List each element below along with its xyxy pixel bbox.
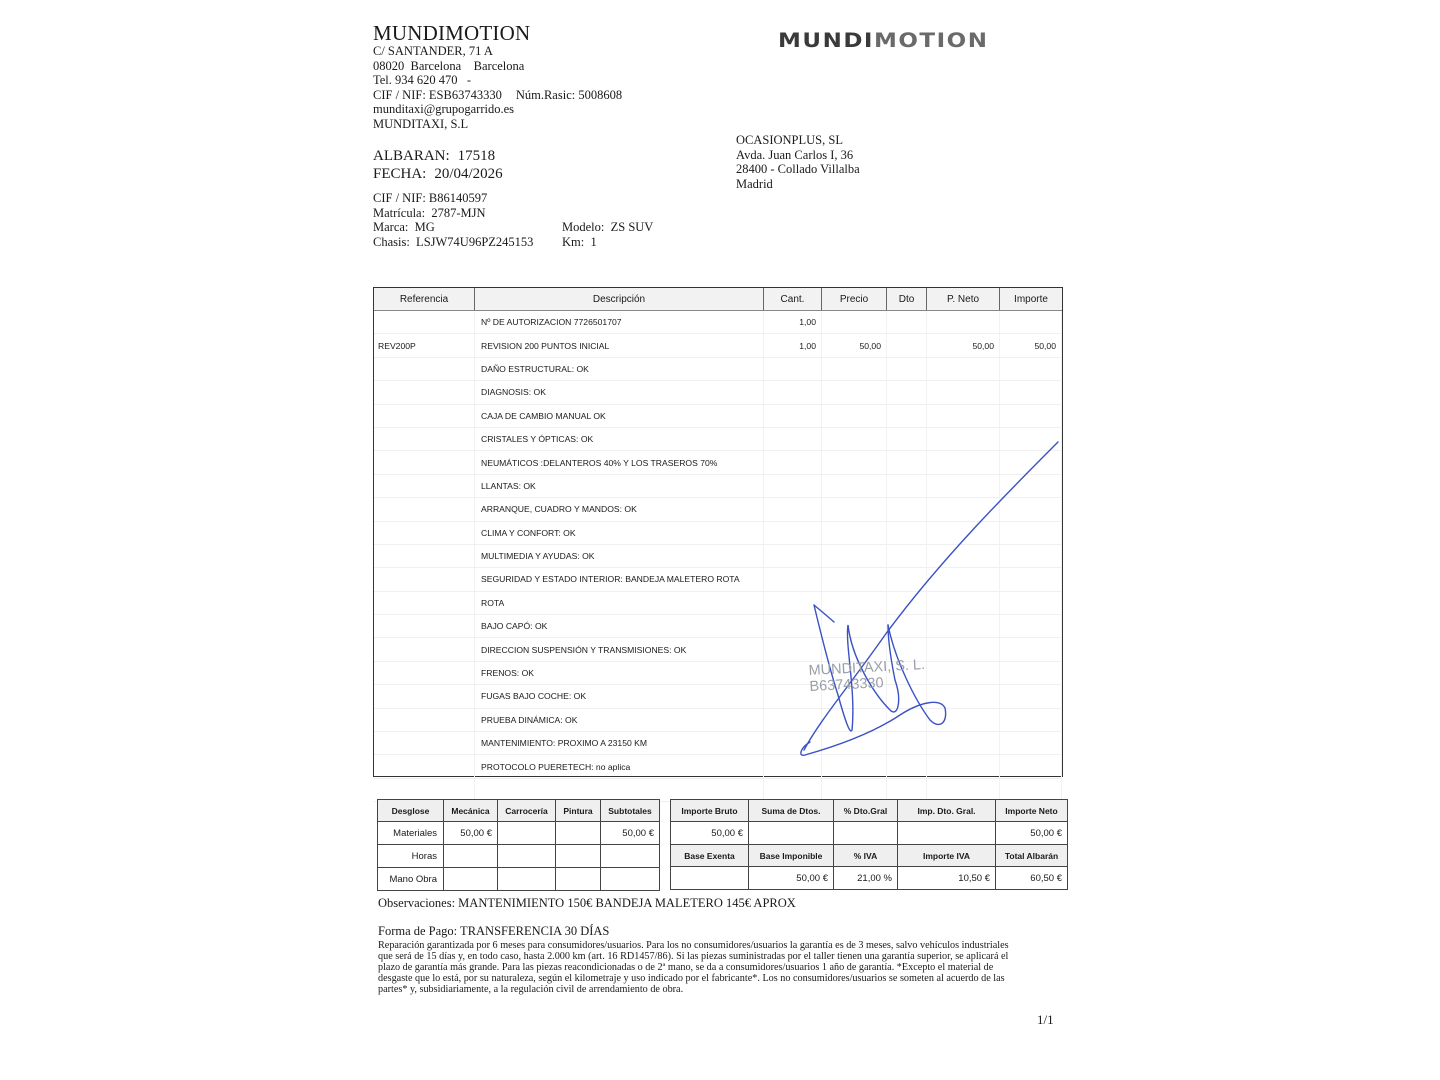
totals-value-row (671, 867, 1068, 890)
description-cell: SEGURIDAD Y ESTADO INTERIOR: BANDEJA MALETERO ROTA (475, 568, 764, 590)
issuer-city: 08020 Barcelona Barcelona (373, 58, 525, 73)
totals-header: Imp. Dto. Gral. (898, 800, 996, 822)
totals-header: Importe Bruto (671, 800, 749, 822)
discount-cell (887, 732, 927, 754)
price-cell (822, 475, 887, 497)
discount-cell (887, 592, 927, 614)
recipient-name: OCASIONPLUS, SL (736, 133, 843, 147)
price-cell (822, 428, 887, 450)
net-price-cell (927, 638, 1000, 660)
amount-cell (1000, 662, 1062, 684)
breakdown-cell (556, 868, 601, 891)
description-cell: DIAGNOSIS: OK (475, 381, 764, 403)
discount-cell (887, 615, 927, 637)
amount-cell: 50,00 (1000, 334, 1062, 356)
document-info (373, 147, 503, 183)
table-row (374, 358, 1062, 381)
header-descripcion: Descripción (475, 288, 764, 310)
amount-cell (1000, 732, 1062, 754)
breakdown-cell (601, 868, 660, 891)
observations: Observaciones: MANTENIMIENTO 150€ BANDEJA MALETERO 145€ APROX (378, 896, 796, 910)
issuer-ids (373, 88, 622, 103)
quantity-cell (764, 755, 822, 777)
totals-header: % Dto.Gral (834, 800, 898, 822)
discount-cell (887, 545, 927, 567)
breakdown-cell (498, 845, 556, 868)
table-row (374, 311, 1062, 334)
breakdown-header: Carrocería (498, 800, 556, 822)
quantity-cell (764, 779, 822, 801)
discount-cell (887, 755, 927, 777)
totals-header: Total Albarán (996, 845, 1068, 867)
dto-gral-value (834, 822, 898, 845)
description-cell: DIRECCION SUSPENSIÓN Y TRANSMISIONES: OK (475, 638, 764, 660)
logo-bold-part: MUNDI (778, 30, 874, 53)
price-cell (822, 592, 887, 614)
price-cell (822, 522, 887, 544)
table-row (374, 451, 1062, 474)
net-price-cell (927, 428, 1000, 450)
line-items-table (373, 287, 1063, 777)
issuer-phone: Tel. 934 620 470 - (373, 73, 472, 87)
description-cell: MULTIMEDIA Y AYUDAS: OK (475, 545, 764, 567)
breakdown-cell (498, 822, 556, 845)
base-imponible-value: 50,00 € (749, 867, 834, 890)
amount-cell (1000, 755, 1062, 777)
price-cell (822, 405, 887, 427)
totals-header: Base Imponible (749, 845, 834, 867)
table-header (374, 288, 1062, 311)
breakdown-row (378, 845, 660, 868)
table-row (374, 709, 1062, 732)
amount-cell (1000, 522, 1062, 544)
discount-cell (887, 311, 927, 333)
header-precio: Precio (822, 288, 887, 310)
breakdown-cell (556, 822, 601, 845)
price-cell (822, 709, 887, 731)
discount-cell (887, 451, 927, 473)
ref-cell (374, 311, 475, 333)
breakdown-cell (444, 845, 498, 868)
ref-cell (374, 451, 475, 473)
quantity-cell: 1,00 (764, 334, 822, 356)
vehicle-block (373, 191, 693, 249)
ref-cell (374, 358, 475, 380)
document-date (373, 165, 503, 183)
net-price-cell (927, 475, 1000, 497)
table-row (374, 732, 1062, 755)
net-price-cell (927, 592, 1000, 614)
table-row (374, 545, 1062, 568)
table-row (374, 405, 1062, 428)
vehicle-cif: CIF / NIF: B86140597 (373, 191, 488, 205)
discount-cell (887, 405, 927, 427)
table-row (374, 592, 1062, 615)
breakdown-cell: Mano Obra (378, 868, 444, 891)
quantity-cell (764, 615, 822, 637)
quantity-cell (764, 475, 822, 497)
table-row (374, 568, 1062, 591)
issuer-name: MUNDIMOTION (373, 21, 531, 45)
recipient-city: 28400 - Collado Villalba (736, 162, 860, 176)
description-cell: FRENOS: OK (475, 662, 764, 684)
breakdown-header: Desglose (378, 800, 444, 822)
amount-cell (1000, 405, 1062, 427)
quantity-cell (764, 732, 822, 754)
table-row (374, 428, 1062, 451)
table-row (374, 685, 1062, 708)
description-cell: PROTOCOLO PUERETECH: no aplica (475, 755, 764, 777)
description-cell: CLIMA Y CONFORT: OK (475, 522, 764, 544)
price-cell (822, 311, 887, 333)
ref-cell (374, 381, 475, 403)
net-price-cell (927, 451, 1000, 473)
fecha-label: FECHA: (373, 166, 427, 182)
quantity-cell (764, 428, 822, 450)
price-cell (822, 451, 887, 473)
ref-cell (374, 662, 475, 684)
company-stamp (808, 657, 926, 695)
header-cantidad: Cant. (764, 288, 822, 310)
price-cell (822, 545, 887, 567)
stamp-company: MUNDITAXI, S. L. (808, 656, 926, 680)
vehicle-chassis: Chasis: LSJW74U96PZ245153 (373, 234, 534, 249)
discount-cell (887, 428, 927, 450)
price-cell: 50,00 (822, 334, 887, 356)
net-price-cell (927, 732, 1000, 754)
totals-header: Importe Neto (996, 800, 1068, 822)
net-price-cell: 50,00 (927, 334, 1000, 356)
price-cell (822, 779, 887, 801)
header-descuento: Dto (887, 288, 927, 310)
importe-iva-value: 10,50 € (898, 867, 996, 890)
warranty-terms: Reparación garantizada por 6 meses para consumidores/usuarios. Para los no consumidores/usuarios la garantía es de 3 meses, salvo vehículos industriales que será de 15 días y, en todo caso, hasta 2.000 km (art. 16 RD1457/86). Si las piezas suministradas por el taller tienen una garantía superior, se aplicará el plazo de garantía más grande. Para las piezas reacondicionadas o de 2ª mano, se da a consumidores/usuarios 1 año de garantía. *Excepto el material de desgaste que lo está, por su naturaleza, según el kilometraje y uso indicado por el fabricante*. Los no consumidores/usuarios se someten al acuerdo de las partes* y, subsidiariamente, a la regulación civil de arrendamiento de obra. (378, 940, 1009, 995)
description-cell: MANTENIMIENTO: PROXIMO A 23150 KM (475, 732, 764, 754)
totals-header-row (671, 845, 1068, 867)
table-row (374, 475, 1062, 498)
description-cell: Nº DE AUTORIZACION 7726501707 (475, 311, 764, 333)
albaran-label: ALBARAN: (373, 148, 450, 164)
totals-header-row (671, 800, 1068, 822)
discount-cell (887, 358, 927, 380)
ref-cell (374, 568, 475, 590)
ref-cell: REV200P (374, 334, 475, 356)
quantity-cell (764, 638, 822, 660)
table-row (374, 522, 1062, 545)
amount-cell (1000, 381, 1062, 403)
net-price-cell (927, 545, 1000, 567)
description-cell: FUGAS BAJO COCHE: OK (475, 685, 764, 707)
company-logo (778, 30, 988, 52)
totals-header: % IVA (834, 845, 898, 867)
quantity-cell (764, 522, 822, 544)
description-cell: ROTA (475, 592, 764, 614)
ref-cell (374, 475, 475, 497)
page-number: 1/1 (1037, 1012, 1054, 1027)
total-albaran-value: 60,50 € (996, 867, 1068, 890)
base-exenta-value (671, 867, 749, 890)
issuer-email: munditaxi@grupogarrido.es (373, 102, 514, 116)
discount-cell (887, 522, 927, 544)
price-cell (822, 615, 887, 637)
issuer-legal-name: MUNDITAXI, S.L (373, 116, 469, 131)
vehicle-brand: Marca: MG (373, 220, 435, 234)
issuer-address: C/ SANTANDER, 71 A (373, 44, 493, 58)
description-cell: REVISION 200 PUNTOS INICIAL (475, 334, 764, 356)
net-price-cell (927, 685, 1000, 707)
amount-cell (1000, 685, 1062, 707)
recipient-province: Madrid (736, 176, 773, 191)
ref-cell (374, 592, 475, 614)
issuer-cif: CIF / NIF: ESB63743330 (373, 87, 502, 102)
discount-cell (887, 334, 927, 356)
discount-cell (887, 709, 927, 731)
net-price-cell (927, 522, 1000, 544)
quantity-cell (764, 498, 822, 520)
amount-cell (1000, 545, 1062, 567)
totals-value-row (671, 822, 1068, 845)
table-body (374, 311, 1062, 776)
description-cell: ARRANQUE, CUADRO Y MANDOS: OK (475, 498, 764, 520)
net-price-cell (927, 381, 1000, 403)
breakdown-cell: Materiales (378, 822, 444, 845)
net-price-cell (927, 358, 1000, 380)
table-row (374, 638, 1062, 661)
fecha-value: 20/04/2026 (434, 166, 503, 182)
price-cell (822, 732, 887, 754)
quantity-cell: 1,00 (764, 311, 822, 333)
table-row (374, 498, 1062, 521)
price-cell (822, 358, 887, 380)
albaran-number (373, 147, 503, 165)
ref-cell (374, 428, 475, 450)
price-cell (822, 755, 887, 777)
discount-cell (887, 779, 927, 801)
totals-header: Base Exenta (671, 845, 749, 867)
totals-header: Importe IVA (898, 845, 996, 867)
ref-cell (374, 709, 475, 731)
net-price-cell (927, 615, 1000, 637)
header-referencia: Referencia (374, 288, 475, 310)
net-price-cell (927, 662, 1000, 684)
table-row (374, 334, 1062, 357)
breakdown-row (378, 822, 660, 845)
net-price-cell (927, 568, 1000, 590)
price-cell (822, 381, 887, 403)
discount-cell (887, 568, 927, 590)
quantity-cell (764, 358, 822, 380)
description-cell: BAJO CAPÓ: OK (475, 615, 764, 637)
issuer-rasic: Núm.Rasic: 5008608 (515, 87, 623, 102)
ref-cell (374, 685, 475, 707)
breakdown-table (377, 799, 660, 891)
recipient-block (736, 133, 860, 191)
ref-cell (374, 545, 475, 567)
quantity-cell (764, 545, 822, 567)
breakdown-cell (444, 868, 498, 891)
table-row (374, 381, 1062, 404)
description-cell: CAJA DE CAMBIO MANUAL OK (475, 405, 764, 427)
amount-cell (1000, 568, 1062, 590)
header-importe: Importe (1014, 293, 1048, 305)
vehicle-plate: Matrícula: 2787-MJN (373, 205, 486, 220)
discount-cell (887, 475, 927, 497)
ref-cell (374, 615, 475, 637)
breakdown-cell (556, 845, 601, 868)
importe-bruto-value: 50,00 € (671, 822, 749, 845)
table-row (374, 615, 1062, 638)
net-price-cell (927, 755, 1000, 777)
quantity-cell (764, 592, 822, 614)
breakdown-header: Pintura (556, 800, 601, 822)
table-row (374, 662, 1062, 685)
breakdown-cell (601, 845, 660, 868)
price-cell (822, 568, 887, 590)
ref-cell (374, 405, 475, 427)
amount-cell (1000, 779, 1062, 801)
breakdown-row (378, 868, 660, 891)
quantity-cell (764, 709, 822, 731)
breakdown-header: Subtotales (601, 800, 660, 822)
quantity-cell (764, 451, 822, 473)
suma-dtos-value (749, 822, 834, 845)
amount-cell (1000, 498, 1062, 520)
description-cell: CRISTALES Y ÓPTICAS: OK (475, 428, 764, 450)
albaran-value: 17518 (457, 148, 496, 164)
description-cell: NEUMÁTICOS :DELANTEROS 40% Y LOS TRASEROS 70% (475, 451, 764, 473)
issuer-block (373, 22, 622, 131)
vehicle-km: Km: 1 (562, 234, 597, 249)
payment-method: Forma de Pago: TRANSFERENCIA 30 DÍAS (378, 924, 610, 938)
net-price-cell (927, 311, 1000, 333)
amount-cell (1000, 592, 1062, 614)
breakdown-header-row (378, 800, 660, 822)
amount-cell (1000, 428, 1062, 450)
breakdown-cell: 50,00 € (444, 822, 498, 845)
net-price-cell (927, 709, 1000, 731)
breakdown-cell: Horas (378, 845, 444, 868)
price-cell (822, 498, 887, 520)
discount-cell (887, 498, 927, 520)
description-cell (475, 779, 764, 801)
ref-cell (374, 522, 475, 544)
breakdown-header: Mecánica (444, 800, 498, 822)
net-price-cell (927, 779, 1000, 801)
amount-cell (1000, 709, 1062, 731)
ref-cell (374, 732, 475, 754)
logo-light-part: MOTION (873, 30, 989, 53)
amount-cell (1000, 311, 1062, 333)
ref-cell (374, 638, 475, 660)
recipient-address: Avda. Juan Carlos I, 36 (736, 147, 854, 162)
description-cell: PRUEBA DINÁMICA: OK (475, 709, 764, 731)
importe-neto-value: 50,00 € (996, 822, 1068, 845)
amount-cell (1000, 615, 1062, 637)
iva-percent-value: 21,00 % (834, 867, 898, 890)
totals-header: Suma de Dtos. (749, 800, 834, 822)
amount-cell (1000, 475, 1062, 497)
ref-cell (374, 779, 475, 801)
quantity-cell (764, 381, 822, 403)
header-precio-neto: P. Neto (927, 288, 1000, 310)
vehicle-model: Modelo: ZS SUV (562, 220, 654, 234)
description-cell: LLANTAS: OK (475, 475, 764, 497)
quantity-cell (764, 568, 822, 590)
net-price-cell (927, 405, 1000, 427)
ref-cell (374, 498, 475, 520)
price-cell (822, 638, 887, 660)
totals-table (670, 799, 1068, 890)
quantity-cell (764, 405, 822, 427)
breakdown-cell (498, 868, 556, 891)
table-row (374, 755, 1062, 778)
amount-cell (1000, 358, 1062, 380)
ref-cell (374, 755, 475, 777)
description-cell: DAÑO ESTRUCTURAL: OK (475, 358, 764, 380)
breakdown-cell: 50,00 € (601, 822, 660, 845)
discount-cell (887, 381, 927, 403)
net-price-cell (927, 498, 1000, 520)
stamp-cif: B63743330 (809, 675, 885, 696)
amount-cell (1000, 638, 1062, 660)
amount-cell (1000, 451, 1062, 473)
imp-dto-gral-value (898, 822, 996, 845)
